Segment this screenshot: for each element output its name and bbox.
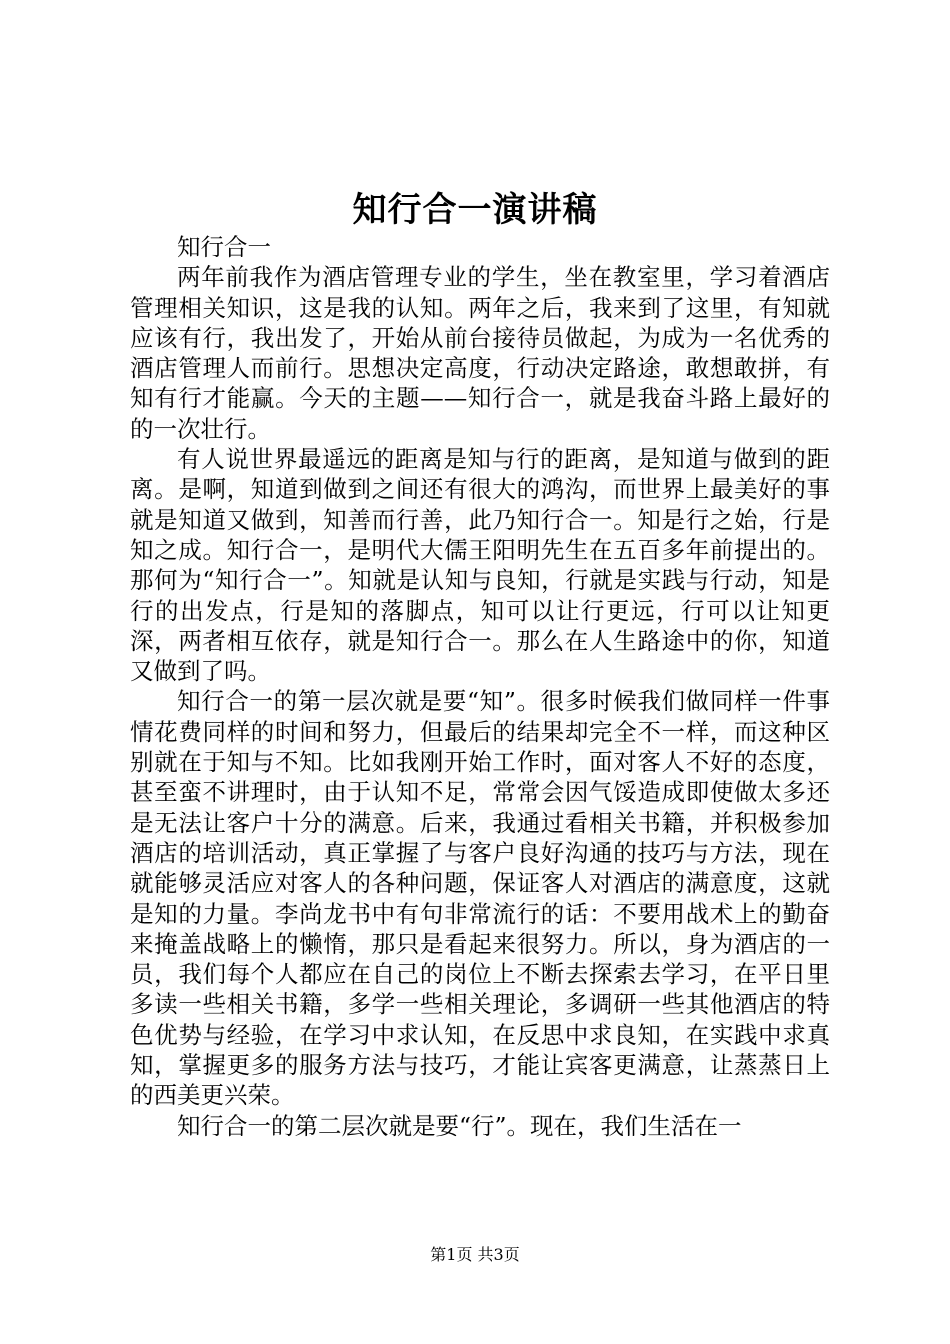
document-body bbox=[130, 232, 830, 1141]
body-paragraph: 有人说世界最遥远的距离是知与行的距离，是知道与做到的距离。是啊，知道到做到之间还有很大的鸿沟，而世界上最美好的事就是知道又做到，知善而行善，此乃知行合一。知是行之始，行是知之成。知行合一，是明代大儒王阳明先生在五百多年前提出的。那何为“知行合一”。知就是认知与良知，行就是实践与行动，知是行的出发点，行是知的落脚点，知可以让行更远，行可以让知更深，两者相互依存，就是知行合一。那么在人生路途中的你，知道又做到了吗。 bbox=[130, 445, 830, 686]
body-paragraph-heading: 知行合一 bbox=[177, 233, 271, 261]
page-footer: 第1页 共3页 bbox=[430, 1245, 520, 1264]
document-title: 知行合一演讲稿 bbox=[352, 190, 598, 230]
body-paragraph: 知行合一的第一层次就是要“知”。很多时候我们做同样一件事情花费同样的时间和努力，但最后的结果却完全不一样，而这种区别就在于知与不知。比如我刚开始工作时，面对客人不好的态度，甚至蛮不讲理时，由于认知不足，常常会因气馁造成即使做太多还是无法让客户十分的满意。后来，我通过看相关书籍，并积极参加酒店的培训活动，真正掌握了与客户良好沟通的技巧与方法，现在就能够灵活应对客人的各种问题，保证客人对酒店的满意度，这就是知的力量。李尚龙书中有句非常流行的话：不要用战术上的勤奋来掩盖战略上的懒惰，那只是看起来很努力。所以，身为酒店的一员，我们每个人都应在自己的岗位上不断去探索去学习，在平日里多读一些相关书籍，多学一些相关理论，多调研一些其他酒店的特色优势与经验，在学习中求认知，在反思中求良知，在实践中求真知，掌握更多的服务方法与技巧，才能让宾客更满意，让蒸蒸日上的西美更兴荣。 bbox=[130, 687, 830, 1110]
body-paragraph: 两年前我作为酒店管理专业的学生，坐在教室里，学习着酒店管理相关知识，这是我的认知。两年之后，我来到了这里，有知就应该有行，我出发了，开始从前台接待员做起，为成为一名优秀的酒店管理人而前行。思想决定高度，行动决定路途，敢想敢拼，有知有行才能赢。今天的主题——知行合一，就是我奋斗路上最好的的一次壮行。 bbox=[130, 263, 830, 443]
body-paragraph: 知行合一的第二层次就是要“行”。现在，我们生活在一 bbox=[177, 1111, 742, 1140]
